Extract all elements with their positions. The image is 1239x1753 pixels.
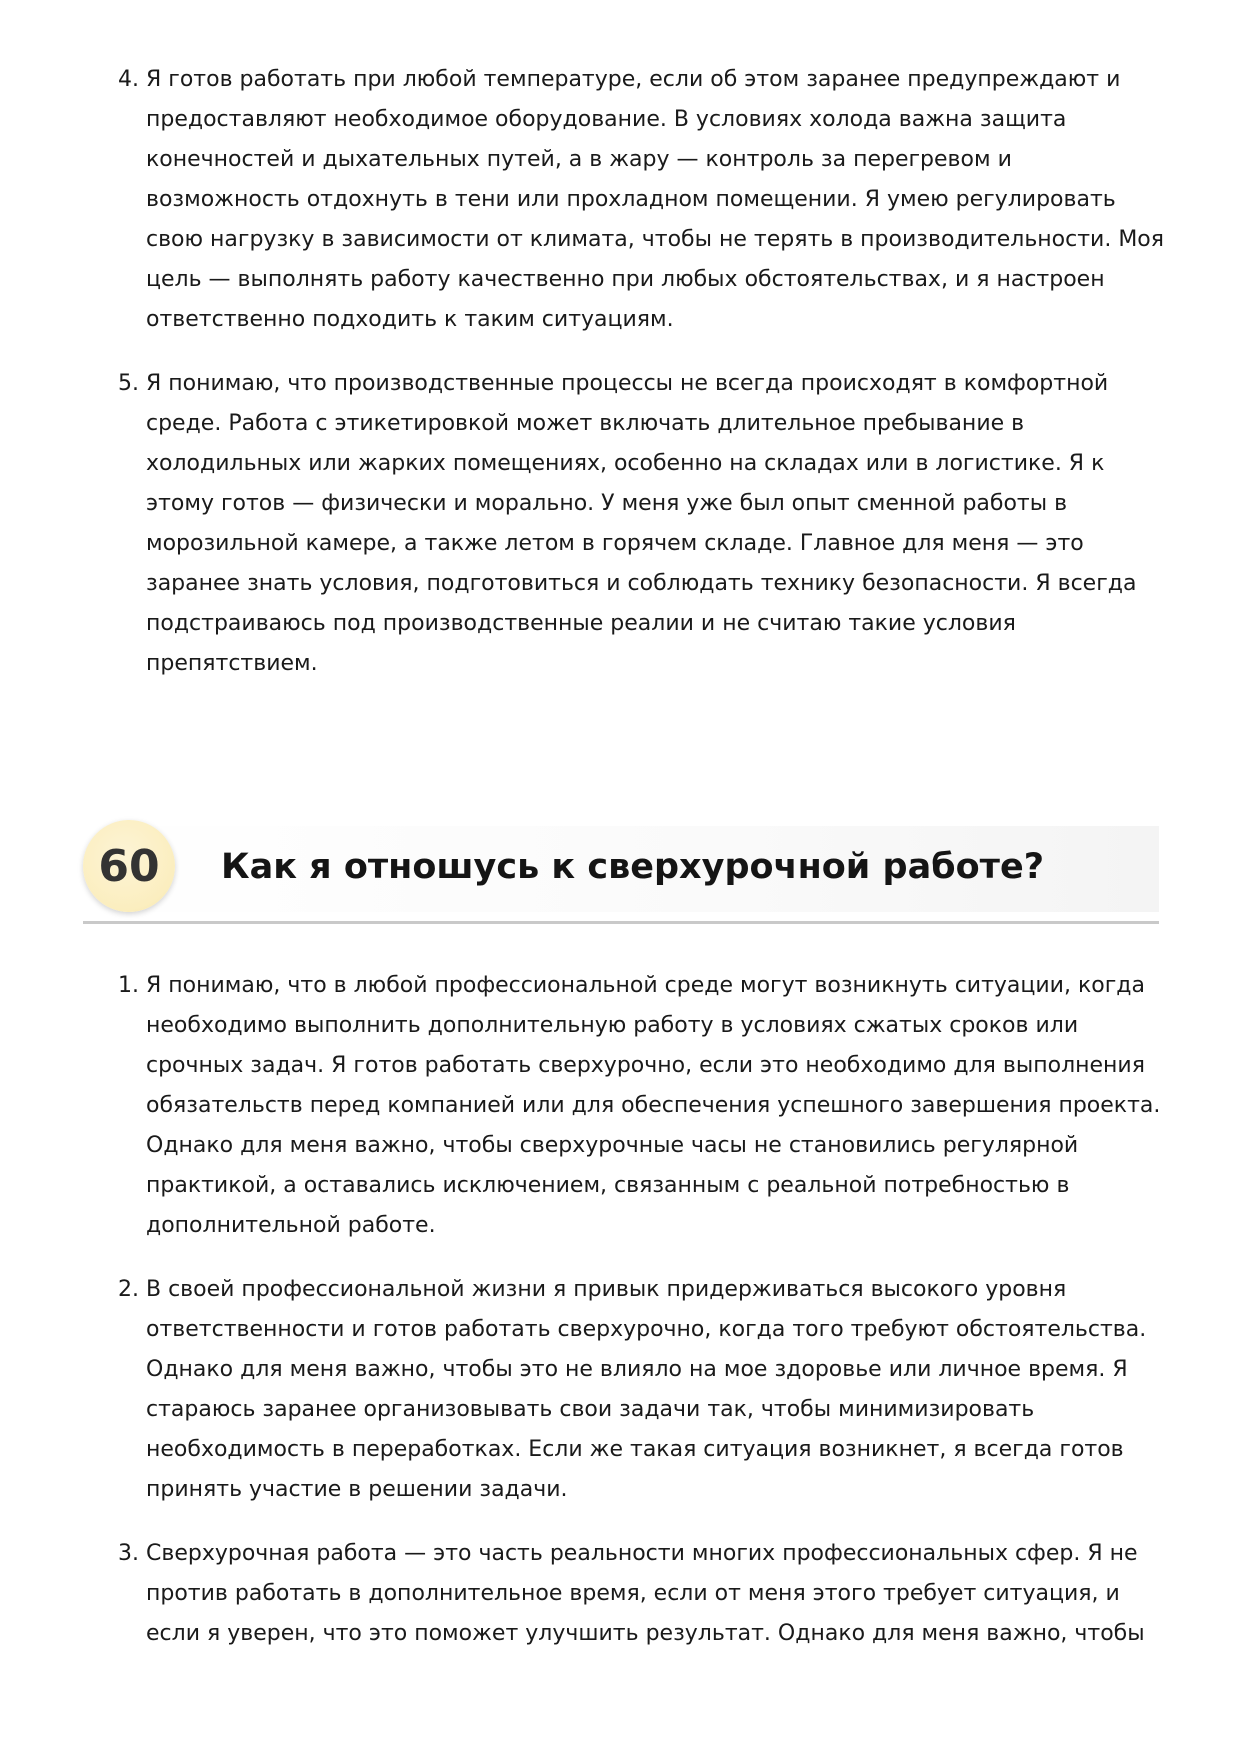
answer-list-previous <box>118 60 1168 708</box>
list-item <box>118 60 1168 340</box>
list-item <box>118 364 1168 684</box>
list-item-text: Я готов работать при любой температуре, если об этом заранее предупреждают и предоставляют необходимое оборудование. В условиях холода важна защита конечностей и дыхательных путей, а в жару — контроль за перегревом и возможность отдохнуть в тени или прохладном помещении. Я умею регулировать свою нагрузку в зависимости от климата, чтобы не терять в производительности. Моя цель — выполнять работу качественно при любых обстоятельствах, и я настроен ответственно подходить к таким ситуациям. <box>146 67 1165 332</box>
list-item-number: 2. <box>118 1277 139 1302</box>
list-item-number: 5. <box>118 371 139 396</box>
list-item-number: 3. <box>118 1541 139 1566</box>
list-item <box>118 966 1168 1246</box>
answer-list <box>118 966 1168 1678</box>
section-title: Как я отношусь к сверхурочной работе? <box>221 847 1044 887</box>
list-item-number: 1. <box>118 973 139 998</box>
question-number-badge: 60 <box>83 820 175 912</box>
list-item-number: 4. <box>118 67 139 92</box>
list-item-text: Я понимаю, что производственные процессы не всегда происходят в комфортной среде. Работа с этикетировкой может включать длительное пребывание в холодильных или жарких помещениях, особенно на складах или в логистике. Я к этому готов — физически и морально. У меня уже был опыт сменной работы в морозильной камере, а также летом в горячем складе. Главное для меня — это заранее знать условия, подготовиться и соблюдать технику безопасности. Я всегда подстраиваюсь под производственные реалии и не считаю такие условия препятствием. <box>146 371 1137 676</box>
list-item-text: В своей профессиональной жизни я привык придерживаться высокого уровня ответственности и готов работать сверхурочно, когда того требуют обстоятельства. Однако для меня важно, чтобы это не влияло на мое здоровье или личное время. Я стараюсь заранее организовывать свои задачи так, чтобы минимизировать необходимость в переработках. Если же такая ситуация возникнет, я всегда готов принять участие в решении задачи. <box>146 1277 1147 1502</box>
list-item-text: Сверхурочная работа — это часть реальности многих профессиональных сфер. Я не против работать в дополнительное время, если от меня этого требует ситуация, и если я уверен, что это поможет улучшить результат. Однако для меня важно, чтобы <box>146 1541 1145 1646</box>
list-item <box>118 1270 1168 1510</box>
list-item <box>118 1534 1168 1654</box>
section-header <box>83 818 1159 924</box>
list-item-text: Я понимаю, что в любой профессиональной среде могут возникнуть ситуации, когда необходимо выполнить дополнительную работу в условиях сжатых сроков или срочных задач. Я готов работать сверхурочно, если это необходимо для выполнения обязательств перед компанией или для обеспечения успешного завершения проекта. Однако для меня важно, чтобы сверхурочные часы не становились регулярной практикой, а оставались исключением, связанным с реальной потребностью в дополнительной работе. <box>146 973 1161 1238</box>
